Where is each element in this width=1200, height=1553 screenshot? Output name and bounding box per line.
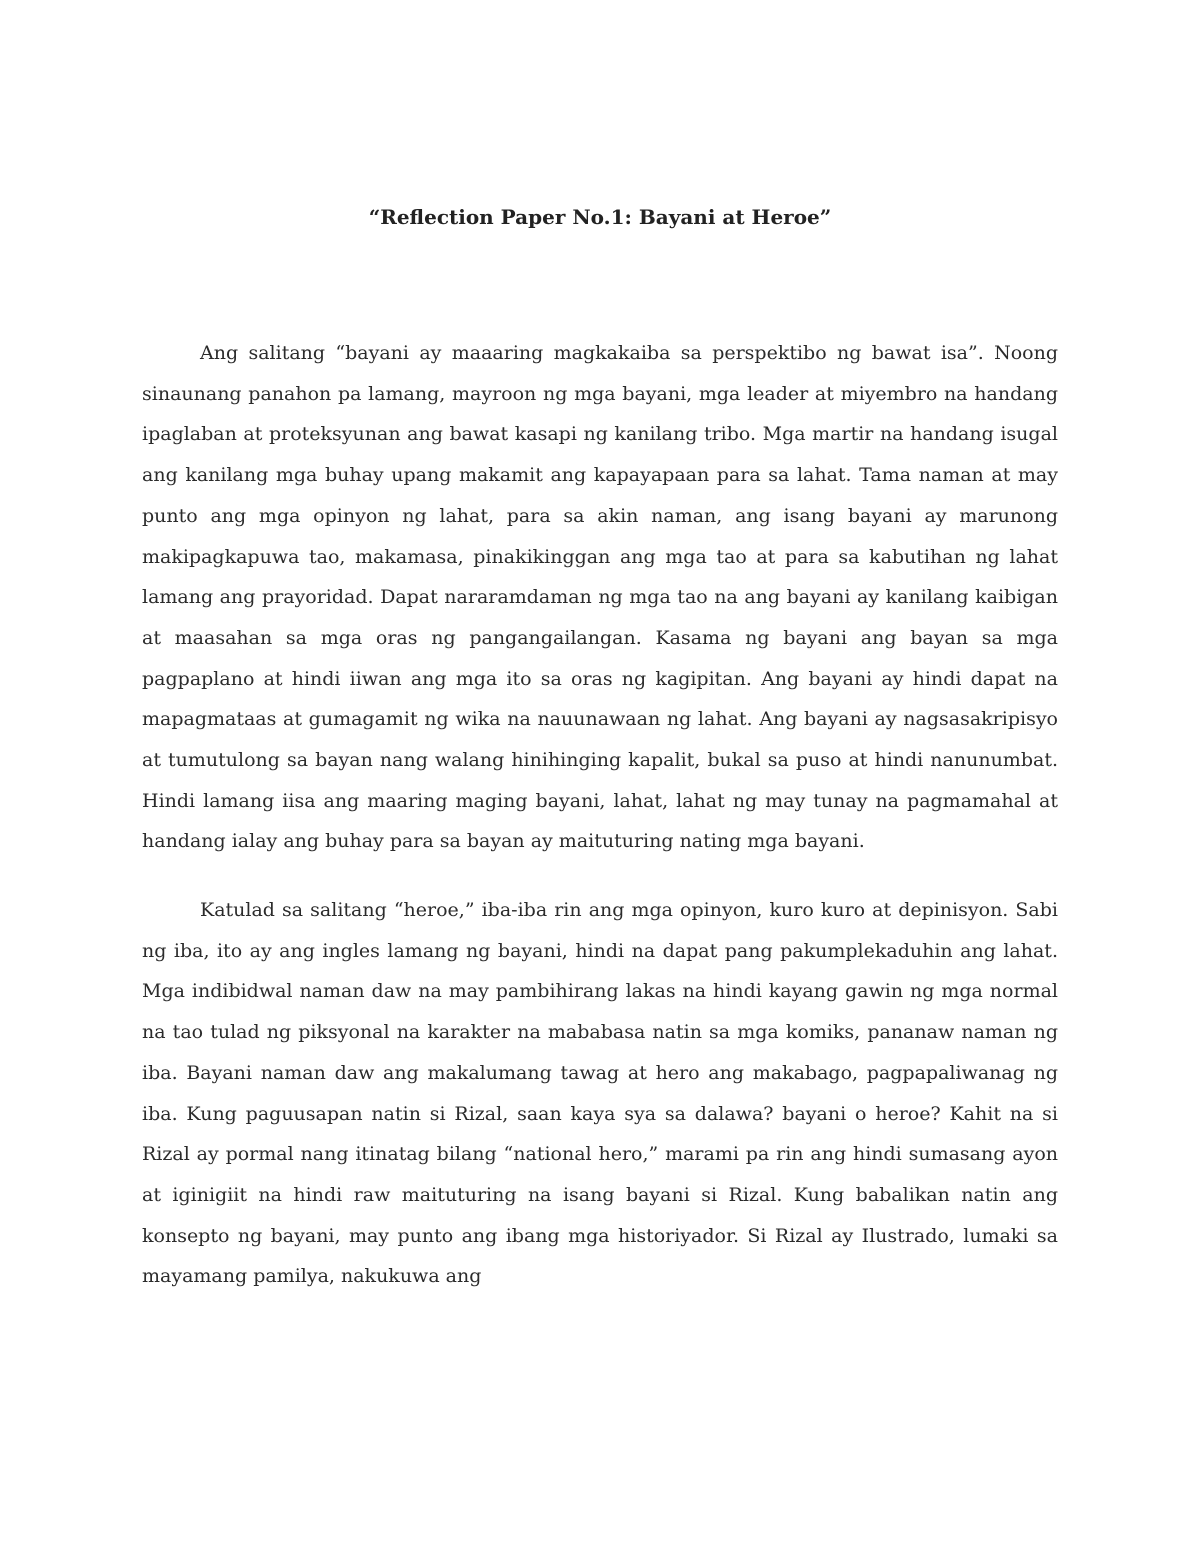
document-title: “Reflection Paper No.1: Bayani at Heroe” bbox=[368, 205, 832, 229]
body-paragraph-1 bbox=[142, 333, 1058, 862]
body-paragraph-2 bbox=[142, 890, 1058, 1297]
paragraph-text: Ang salitang “bayani ay maaaring magkakaiba sa perspektibo ng bawat isa”. Noong sinaunang panahon pa lamang, mayroon ng mga bayani, mga leader at miyembro na handang ipaglaban at proteksyunan ang bawat kasapi ng kanilang tribo. Mga martir na handang isugal ang kanilang mga buhay upang makamit ang kapayapaan para sa lahat. Tama naman at may punto ang mga opinyon ng lahat, para sa akin naman, ang isang bayani ay marunong makipagkapuwa tao, makamasa, pinakikinggan ang mga tao at para sa kabutihan ng lahat lamang ang prayoridad. Dapat nararamdaman ng mga tao na ang bayani ay kanilang kaibigan at maasahan sa mga oras ng pangangailangan. Kasama ng bayani ang bayan sa mga pagpaplano at hindi iiwan ang mga ito sa oras ng kagipitan. Ang bayani ay hindi dapat na mapagmataas at gumagamit ng wika na nauunawaan ng lahat. Ang bayani ay nagsasakripisyo at tumutulong sa bayan nang walang hinihinging kapalit, bukal sa puso at hindi nanunumbat. Hindi lamang iisa ang maaring maging bayani, lahat, lahat ng may tunay na pagmamahal at handang ialay ang buhay para sa bayan ay maituturing nating mga bayani. bbox=[142, 342, 1058, 853]
paragraph-text: Katulad sa salitang “heroe,” iba-iba rin ang mga opinyon, kuro kuro at depinisyon. Sabi ng iba, ito ay ang ingles lamang ng bayani, hindi na dapat pang pakumplekaduhin ang lahat. Mga indibidwal naman daw na may pambihirang lakas na hindi kayang gawin ng mga normal na tao tulad ng piksyonal na karakter na mababasa natin sa mga komiks, pananaw naman ng iba. Bayani naman daw ang makalumang tawag at hero ang makabago, pagpapaliwanag ng iba. Kung paguusapan natin si Rizal, saan kaya sya sa dalawa? bayani o heroe? Kahit na si Rizal ay pormal nang itinatag bilang “national hero,” marami pa rin ang hindi sumasang ayon at iginigiit na hindi raw maituturing na isang bayani si Rizal. Kung babalikan natin ang konsepto ng bayani, may punto ang ibang mga historiyador. Si Rizal ay Ilustrado, lumaki sa mayamang pamilya, nakukuwa ang bbox=[142, 899, 1058, 1288]
